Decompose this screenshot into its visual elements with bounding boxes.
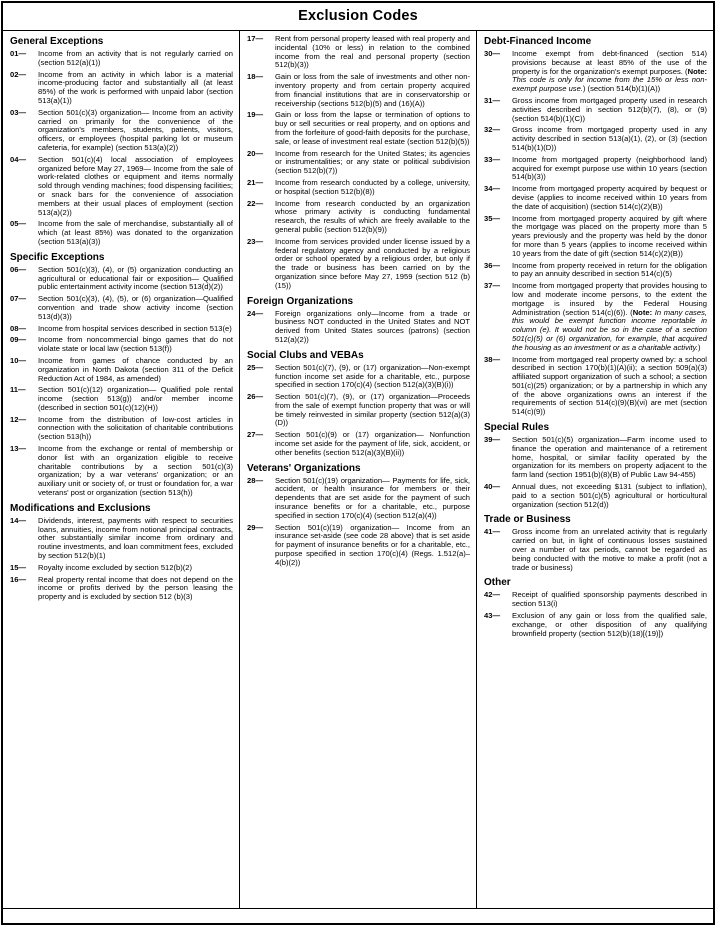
item-code: 10— xyxy=(10,355,27,365)
item-text: Income from an activity that is not regularly carried on (section 512(a)(1)) xyxy=(38,49,233,67)
exclusion-item-22 xyxy=(247,200,470,235)
item-code: 38— xyxy=(484,354,501,364)
item-code: 25— xyxy=(247,362,264,372)
exclusion-item-18 xyxy=(247,73,470,108)
exclusion-item-37 xyxy=(484,282,707,352)
item-code: 13— xyxy=(10,444,27,454)
item-code: 31— xyxy=(484,95,501,105)
exclusion-item-35 xyxy=(484,215,707,259)
exclusion-item-40 xyxy=(484,483,707,509)
exclusion-item-30 xyxy=(484,50,707,94)
item-code: 23— xyxy=(247,236,264,246)
item-text: Income from the distribution of low-cost articles in connection with the solicitation of charitable contributions (section 513(h)) xyxy=(38,414,233,442)
item-text: Rent from personal property leased with real property and incidental (10% or less) in relation to the combined income from the real and personal property (section 512(b)(3)) xyxy=(275,34,470,70)
item-code: 18— xyxy=(247,72,264,82)
item-text: Receipt of qualified sponsorship payments described in section 513(i) xyxy=(512,590,707,609)
item-code: 03— xyxy=(10,107,27,117)
item-code: 40— xyxy=(484,482,501,492)
exclusion-item-06 xyxy=(10,266,233,292)
item-code: 29— xyxy=(247,522,264,532)
item-code: 04— xyxy=(10,154,27,164)
item-code: 26— xyxy=(247,392,264,402)
exclusion-item-33 xyxy=(484,156,707,182)
item-text: Income from mortgaged property acquired by gift where the mortgage was placed on the property more than 5 years previously and the property was held by the donor for more than 5 years (applies to income received within 10 years from the date of gift (section 514(c)(2)(B)) xyxy=(512,213,707,258)
item-code: 17— xyxy=(247,34,264,43)
section-heading: Specific Exceptions xyxy=(10,251,105,263)
exclusion-item-43 xyxy=(484,612,707,638)
exclusion-item-11 xyxy=(10,386,233,412)
item-code: 12— xyxy=(10,414,27,424)
exclusion-item-01 xyxy=(10,50,233,68)
column-3 xyxy=(477,31,713,908)
item-text: Income exempt from debt-financed (section 514) provisions because at least 85% of the use of the property is for the organization's exempt purposes. (Note: This code is only for income from the 15% or less non-exempt purpose use.) (section 514(b)(1)(A)) xyxy=(512,49,707,94)
item-text: Income from property received in return for the obligation to pay an annuity described in section 514(c)(5) xyxy=(512,260,707,279)
exclusion-item-12 xyxy=(10,416,233,442)
item-text: Income from services provided under license issued by a federal regulatory agency and conducted by a religious order or school operated by a religious order, but only if the trade or business has been carried on by the organization since before May 27, 1959 (section 512 (b)(15)) xyxy=(275,236,470,290)
item-code: 01— xyxy=(10,49,27,58)
item-code: 43— xyxy=(484,611,501,621)
exclusion-item-02 xyxy=(10,71,233,106)
item-code: 32— xyxy=(484,125,501,135)
item-text: Income from research for the United States; its agencies or instrumentalities; or any state or political subdivision (section 512(b)(7)) xyxy=(275,148,470,176)
section-heading: Trade or Business xyxy=(484,514,571,526)
item-text: Income from research conducted by a college, university, or hospital (section 512(b)(8)) xyxy=(275,177,470,196)
item-text: Section 501(c)(4) local association of employees organized before May 27, 1969— Income from the sale of work-related clothes or equipment and items normally sold through vending machines; food dispensing facilities; or snack bars for the convenience of association members at their usual places of employment (section 513(a)(2)) xyxy=(38,154,233,217)
exclusion-item-29 xyxy=(247,524,470,568)
exclusion-item-08 xyxy=(10,325,233,334)
exclusion-item-26 xyxy=(247,393,470,428)
item-text: Income from an activity in which labor is a material income-producing factor and substantially all (at least 85%) of the work is performed with unpaid labor (section 513(a)(1)) xyxy=(38,69,233,105)
item-code: 02— xyxy=(10,69,27,79)
exclusion-item-23 xyxy=(247,238,470,291)
item-code: 34— xyxy=(484,184,501,194)
exclusion-item-27 xyxy=(247,431,470,457)
item-code: 21— xyxy=(247,177,264,187)
item-text: Section 501(c)(19) organization— Income from an insurance set-aside (see code 28 above) that is set aside for payment of insurance benefits or for a charitable, etc., purpose specified in section 170(c)(4) (Regs. 1.512(a)–4(b)(2)) xyxy=(275,522,470,567)
page-title: Exclusion Codes xyxy=(298,8,418,24)
item-code: 09— xyxy=(10,335,27,345)
item-code: 15— xyxy=(10,562,27,572)
item-code: 36— xyxy=(484,260,501,270)
exclusion-item-41 xyxy=(484,528,707,572)
item-code: 39— xyxy=(484,435,501,445)
item-text: Section 501(c)(12) organization— Qualified pole rental income (section 513(g)) and/or member income (described in section 501(c)(12)(H)) xyxy=(38,385,233,412)
columns-container xyxy=(3,31,713,908)
column-1 xyxy=(3,31,240,908)
exclusion-item-24 xyxy=(247,310,470,345)
section-heading: Social Clubs and VEBAs xyxy=(247,349,364,361)
exclusion-item-16 xyxy=(10,576,233,602)
item-text: Gain or loss from the lapse or termination of options to buy or sell securities or real property, and on options and from the forfeiture of good-faith deposits for the purchase, sale, or lease of investment real estate (section 512(b)(5)) xyxy=(275,110,470,146)
exclusion-item-31 xyxy=(484,97,707,123)
document-page xyxy=(1,1,715,925)
section-heading: Modifications and Exclusions xyxy=(10,502,151,514)
item-text: Income from mortgaged property (neighborhood land) acquired for exempt purpose use within 10 years (section 514(b)(3)) xyxy=(512,154,707,182)
item-code: 14— xyxy=(10,515,27,525)
item-code: 07— xyxy=(10,294,27,304)
exclusion-item-15 xyxy=(10,564,233,573)
exclusion-item-25 xyxy=(247,364,470,390)
section-heading: Special Rules xyxy=(484,422,550,434)
item-text: Section 501(c)(7), (9), or (17) organization—Non-exempt function income set aside for a charitable, etc., purpose specified in section 170(c)(4) (section 512(a)(3)(B)(i)) xyxy=(275,362,470,390)
item-text: Section 501(c)(3), (4), or (5) organization conducting an agricultural or educational fair or exposition— Qualified public entertainment activity income (section 513(d)(2)) xyxy=(38,264,233,292)
item-code: 37— xyxy=(484,281,501,291)
exclusion-item-38 xyxy=(484,356,707,418)
exclusion-item-14 xyxy=(10,517,233,561)
item-text: Income from the sale of merchandise, substantially all of which (at least 85%) was donated to the organization (section 513(a)(3)) xyxy=(38,219,233,246)
item-text: Section 501(c)(5) organization—Farm income used to finance the operation and maintenance of a retirement home, hospital, or similar facility operated by the organization for its members on property adjacent to the farm land (section 1951(b)(8)(B) of Public Law 94-455) xyxy=(512,435,707,480)
section-heading: Veterans' Organizations xyxy=(247,462,361,474)
item-text: Gross income from mortgaged property used in research activities described in section 512(b)(7), (8), or (9) (section 514(b)(1)(C)) xyxy=(512,95,707,123)
exclusion-item-17 xyxy=(247,35,470,70)
item-text: Royalty income excluded by section 512(b)(2) xyxy=(38,562,193,572)
item-code: 30— xyxy=(484,49,501,58)
item-text: Real property rental income that does not depend on the income or profits derived by the person leasing the property and is excluded by section 512 (b)(3) xyxy=(38,574,233,602)
exclusion-item-34 xyxy=(484,185,707,211)
exclusion-item-10 xyxy=(10,357,233,383)
exclusion-item-28 xyxy=(247,477,470,521)
item-text: Income from research conducted by an organization whose primary activity is conducting fundamental research, the results of which are freely available to the general public (section 512(b)(9)) xyxy=(275,198,470,234)
item-code: 33— xyxy=(484,154,501,164)
section-heading: Debt-Financed Income xyxy=(484,36,592,47)
item-code: 42— xyxy=(484,590,501,600)
item-code: 27— xyxy=(247,430,264,440)
section-heading: Foreign Organizations xyxy=(247,295,354,307)
item-code: 08— xyxy=(10,323,27,333)
item-code: 24— xyxy=(247,308,264,318)
item-text: Section 501(c)(3), (4), (5), or (6) organization—Qualified convention and trade show activity income (section 513(d)(3)) xyxy=(38,294,233,321)
item-text: Income from mortgaged real property owned by: a school described in section 170(b)(1)(A)(ii); a section 509(a)(3) affiliated support organization of such a school; a section 501(c)(25) organization; or by a partnership in which any of the above organizations owns an interest if the requirements of section 514(c)(9)(B)(vi) are met (section 514(c)(9)) xyxy=(512,354,707,417)
item-text: Section 501(c)(7), (9), or (17) organization—Proceeds from the sale of exempt function property that was or will be timely reinvested in similar property (section 512(a)(3)(D)) xyxy=(275,392,470,428)
item-code: 41— xyxy=(484,527,501,537)
item-text: Dividends, interest, payments with respect to securities loans, annuities, income from notional principal contracts, other substantially similar income from ordinary and routine investments, and loan commitment fees, excluded by section 512(b)(1) xyxy=(38,515,233,561)
item-text: Gross income from mortgaged property used in any activity described in section 513(a)(1), (2), or (3) (section 514(b)(1)(D)) xyxy=(512,125,707,152)
exclusion-item-07 xyxy=(10,295,233,321)
exclusion-item-03 xyxy=(10,109,233,153)
item-text: Income from mortgaged property acquired by bequest or devise (applies to income received within 10 years from the date of acquisition) (section 514(c)(2)(B)) xyxy=(512,184,707,211)
exclusion-item-39 xyxy=(484,436,707,480)
column-2 xyxy=(240,31,477,908)
exclusion-item-19 xyxy=(247,111,470,146)
item-text: Income from noncommercial bingo games that do not violate state or local law (section 513(f)) xyxy=(38,335,233,354)
item-text: Exclusion of any gain or loss from the qualified sale, exchange, or other disposition of any qualifying brownfield property (section 512(b)(18)[(19)]) xyxy=(512,611,707,638)
item-text: Section 501(c)(19) organization— Payments for life, sick, accident, or health insurance for members or their dependents that are set aside for the payment of such insurance benefits or for a charitable, etc., purpose specified in section 170(c)(4) (section 512(a)(4)) xyxy=(275,475,470,520)
item-code: 11— xyxy=(10,385,26,395)
item-code: 16— xyxy=(10,574,27,584)
item-text: Income from mortgaged property that provides housing to low and moderate income persons, to the extent the mortgage is insured by the Federal Housing Administration (section 514(c)(6)). (Note: In many cases, this would be exempt function income reportable in column (e). It would not be so in the case of a section 501(c)(5) or (6) organization, for example, that acquired the housing as an investment or as a charitable activity.) xyxy=(512,281,707,352)
exclusion-item-42 xyxy=(484,591,707,609)
exclusion-item-04 xyxy=(10,156,233,218)
item-code: 22— xyxy=(247,198,264,208)
item-code: 05— xyxy=(10,219,27,229)
item-code: 19— xyxy=(247,110,264,120)
exclusion-item-21 xyxy=(247,179,470,197)
item-text: Annual dues, not exceeding $131 (subject to inflation), paid to a section 501(c)(5) agricultural or horticultural organization (section 512(d)) xyxy=(512,482,707,509)
item-text: Section 501(c)(3) organization— Income from an activity carried on primarily for the convenience of the organization's members, students, patients, visitors, officers, or employees (hospital parking lot or museum cafeteria, for example) (section 513(a)(2)) xyxy=(38,107,233,152)
item-code: 06— xyxy=(10,264,27,274)
exclusion-item-13 xyxy=(10,445,233,498)
item-code: 35— xyxy=(484,213,501,223)
item-text: Gain or loss from the sale of investments and other non-inventory property and from certain property acquired from financial institutions that are in conservatorship or receivership (sections 512(b)(5) and (16)(A)) xyxy=(275,72,470,108)
section-heading: Other xyxy=(484,577,511,589)
bottom-margin xyxy=(3,908,713,923)
item-text: Gross income from an unrelated activity that is regularly carried on but, in light of continuous losses sustained over a number of tax periods, cannot be regarded as being conducted with the motive to make a profit (not a trade or business) xyxy=(512,527,707,572)
exclusion-item-32 xyxy=(484,126,707,152)
item-text: Foreign organizations only—Income from a trade or business NOT conducted in the United States and NOT derived from United States sources (patrons) (section 512(a)(2)) xyxy=(275,308,470,344)
exclusion-item-09 xyxy=(10,336,233,354)
exclusion-item-20 xyxy=(247,150,470,176)
exclusion-item-36 xyxy=(484,262,707,280)
exclusion-item-05 xyxy=(10,220,233,246)
item-code: 20— xyxy=(247,148,264,158)
item-text: Section 501(c)(9) or (17) organization— Nonfunction income set aside for the payment of life, sick, accident, or other benefits (section 512(a)(3)(B)(ii)) xyxy=(275,430,470,457)
item-text: Income from hospital services described in section 513(e) xyxy=(38,323,232,333)
item-code: 28— xyxy=(247,475,264,485)
item-text: Income from games of chance conducted by an organization in North Dakota (section 311 of the Deficit Reduction Act of 1984, as amended) xyxy=(38,355,233,383)
section-heading: General Exceptions xyxy=(10,36,104,47)
item-text: Income from the exchange or rental of membership or donor list with an organization eligible to receive charitable contributions by a section 501(c)(3) organization; by a war veterans' organization; or an auxiliary unit or society of, or trust or foundation for, a war veterans' post or organization (section 513(h)) xyxy=(38,444,233,498)
title-bar xyxy=(3,3,713,31)
